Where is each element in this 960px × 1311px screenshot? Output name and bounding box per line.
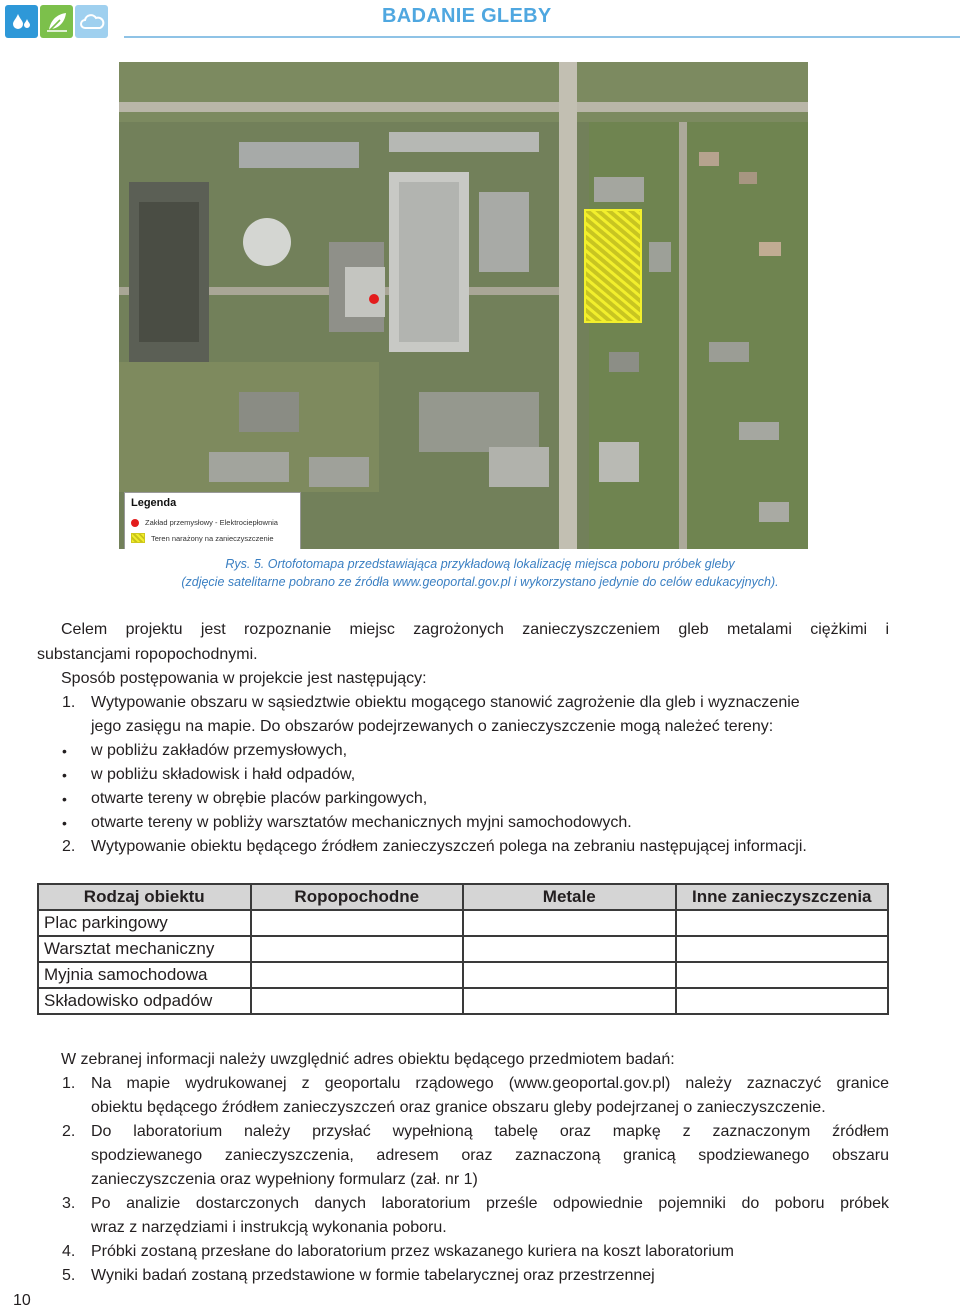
table-cell[interactable] — [463, 936, 676, 962]
legend-label-plant: Zakład przemysłowy - Elektrociepłownia — [145, 518, 278, 527]
bullet-dot: • — [62, 815, 67, 831]
hatch-swatch-icon — [131, 533, 145, 543]
step-1-number: 1. — [62, 694, 76, 711]
water-drops-icon — [5, 5, 38, 38]
bullet-item-1: w pobliżu zakładów przemysłowych, — [91, 742, 348, 759]
item-1-line-2: obiektu będącego źródłem zanieczyszczeń oraz granice obszaru gleby podejrzanej o zanieczyszczenie. — [91, 1099, 826, 1116]
bullet-dot: • — [62, 743, 67, 759]
legend-title: Legenda — [131, 497, 177, 509]
object-type-table — [37, 883, 889, 1015]
table-cell[interactable] — [251, 910, 464, 936]
intro-line-3: Sposób postępowania w projekcie jest następujący: — [61, 670, 427, 687]
item-3-line-2: wraz z narzędziami i instrukcją wykonania poboru. — [91, 1219, 447, 1236]
table-cell[interactable] — [676, 936, 889, 962]
intro-line-2: substancjami ropopochodnymi. — [37, 646, 258, 663]
item-3-line-1: Po analizie dostarczonych danych laboratorium prześle odpowiednie pojemniki do poboru próbek — [91, 1195, 889, 1212]
table-header: Ropopochodne — [251, 884, 464, 910]
table-cell[interactable] — [463, 910, 676, 936]
table-cell[interactable] — [676, 962, 889, 988]
table-cell[interactable] — [251, 936, 464, 962]
step-2-text: Wytypowanie obiektu będącego źródłem zanieczyszczeń polega na zebraniu następującej informacji. — [91, 838, 807, 855]
table-row-label: Składowisko odpadów — [38, 988, 251, 1014]
item-1-line-1: Na mapie wydrukowanej z geoportalu rządowego (www.geoportal.gov.pl) należy zaznaczyć granice — [91, 1075, 889, 1092]
table-cell[interactable] — [251, 988, 464, 1014]
bullet-item-4: otwarte tereny w pobliży warsztatów mechanicznych myjni samochodowych. — [91, 814, 632, 831]
table-row-label: Myjnia samochodowa — [38, 962, 251, 988]
table-header-row — [38, 884, 888, 910]
table-cell[interactable] — [463, 988, 676, 1014]
figure-caption-line-2: (zdjęcie satelitarne pobrano ze źródła www.geoportal.gov.pl i wykorzystano jedynie do celów edukacyjnych). — [181, 575, 779, 589]
bullet-item-2: w pobliżu składowisk i hałd odpadów, — [91, 766, 356, 783]
table-header: Metale — [463, 884, 676, 910]
list-number: 4. — [62, 1243, 76, 1260]
intro-line-1: Celem projektu jest rozpoznanie miejsc zagrożonych zanieczyszczeniem gleb metalami ciężkimi i — [61, 621, 889, 638]
step-1-line-1: Wytypowanie obszaru w sąsiedztwie obiektu mogącego stanowić zagrożenie dla gleb i wyznaczenie — [91, 694, 800, 711]
figure-caption-line-1: Rys. 5. Ortofotomapa przedstawiająca przykładową lokalizację miejsca poboru próbek gleby — [225, 557, 735, 571]
table-row-label: Warsztat mechaniczny — [38, 936, 251, 962]
legend-item-risk-area — [131, 533, 274, 543]
cloud-icon — [75, 5, 108, 38]
table-cell[interactable] — [676, 988, 889, 1014]
table-row — [38, 962, 888, 988]
table-row — [38, 936, 888, 962]
orthophoto-map — [119, 62, 808, 549]
step-2-number: 2. — [62, 838, 76, 855]
bullet-dot: • — [62, 791, 67, 807]
step-1-line-2: jego zasięgu na mapie. Do obszarów podejrzewanych o zanieczyszczenie mogą należeć tereny: — [91, 718, 774, 735]
table-cell[interactable] — [463, 962, 676, 988]
table-row — [38, 988, 888, 1014]
table-header: Inne zanieczyszczenia — [676, 884, 889, 910]
table-row — [38, 910, 888, 936]
header-icons — [5, 5, 108, 38]
bullet-item-3: otwarte tereny w obrębie placów parkingowych, — [91, 790, 428, 807]
page-number: 10 — [13, 1292, 31, 1309]
legend-item-plant — [131, 518, 278, 527]
list-number: 2. — [62, 1123, 76, 1140]
item-4-line-1: Próbki zostaną przesłane do laboratorium przez wskazanego kuriera na koszt laboratorium — [91, 1243, 734, 1260]
list-number: 3. — [62, 1195, 76, 1212]
item-5-line-1: Wyniki badań zostaną przedstawione w formie tabelarycznej oraz przestrzennej — [91, 1267, 655, 1284]
item-2-line-3: zanieczyszczenia oraz wypełniony formularz (zał. nr 1) — [91, 1171, 478, 1188]
table-header: Rodzaj obiektu — [38, 884, 251, 910]
map-legend — [124, 492, 301, 549]
leaf-icon — [40, 5, 73, 38]
table-cell[interactable] — [676, 910, 889, 936]
table-row-label: Plac parkingowy — [38, 910, 251, 936]
header-rule — [124, 36, 960, 38]
address-intro: W zebranej informacji należy uwzględnić adres obiektu będącego przedmiotem badań: — [61, 1051, 675, 1068]
item-2-line-1: Do laboratorium należy przysłać wypełnioną tabelę oraz mapkę z zaznaczonym źródłem — [91, 1123, 889, 1140]
page-header-title: BADANIE GLEBY — [382, 5, 552, 27]
list-number: 5. — [62, 1267, 76, 1284]
item-2-line-2: spodziewanego zanieczyszczenia, adresem oraz zaznaczoną granicą spodziewanego obszaru — [91, 1147, 889, 1164]
table-cell[interactable] — [251, 962, 464, 988]
bullet-dot: • — [62, 767, 67, 783]
legend-label-risk-area: Teren narażony na zanieczyszczenie — [151, 533, 274, 543]
red-dot-icon — [131, 519, 139, 527]
list-number: 1. — [62, 1075, 76, 1092]
